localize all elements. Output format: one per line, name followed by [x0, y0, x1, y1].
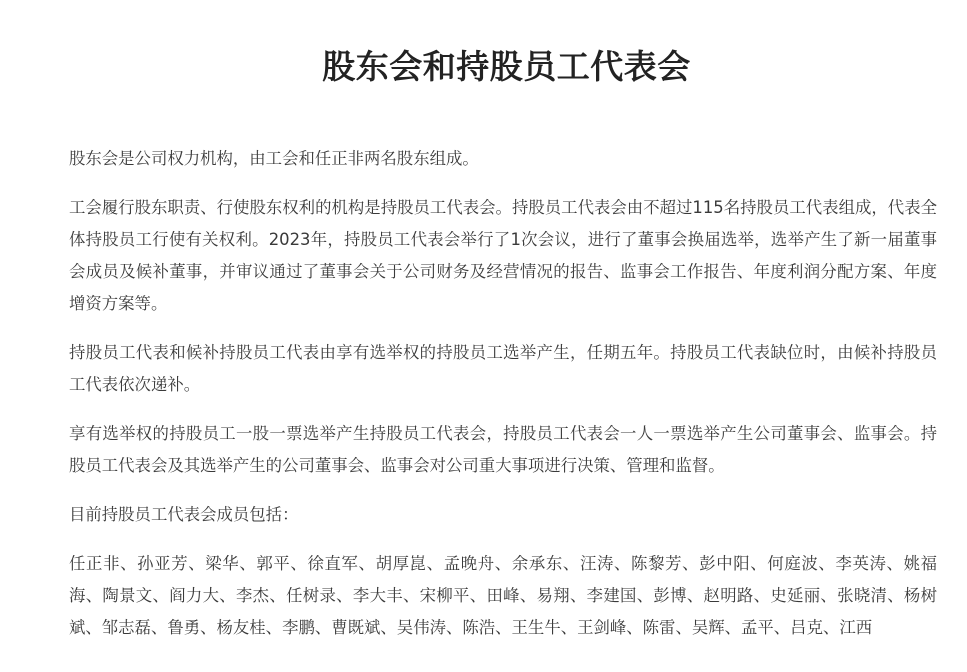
page-title: 股东会和持股员工代表会: [322, 47, 691, 86]
paragraph-shareholders-meeting: 股东会是公司权力机构，由工会和任正非两名股东组成。: [69, 149, 479, 168]
paragraph-representative-election: 持股员工代表和候补持股员工代表由享有选举权的持股员工选举产生，任期五年。持股员工代表缺位时，由候补持股员工代表依次递补。: [69, 343, 937, 394]
paragraph-representatives-commission: 工会履行股东职责、行使股东权利的机构是持股员工代表会。持股员工代表会由不超过115名持股员工代表组成，代表全体持股员工行使有关权利。2023年，持股员工代表会举行了1次会议，进行了董事会换届选举，选举产生了新一届董事会成员及候补董事，并审议通过了董事会关于公司财务及经营情况的报告、监事会工作报告、年度利润分配方案、年度增资方案等。: [69, 198, 937, 313]
paragraph-member-list: 任正非、孙亚芳、梁华、郭平、徐直军、胡厚崑、孟晚舟、余承东、汪涛、陈黎芳、彭中阳、何庭波、李英涛、姚福海、陶景文、阎力大、李杰、任树录、李大丰、宋柳平、田峰、易翔、李建国、彭博、赵明路、史延丽、张晓清、杨树斌、邹志磊、鲁勇、杨友桂、李鹏、曹既斌、吴伟涛、陈浩、王生牛、王剑峰、陈雷、吴辉、孟平、吕克、江西: [69, 554, 937, 637]
paragraph-members-intro: 目前持股员工代表会成员包括：: [69, 505, 299, 524]
article-body: [69, 143, 937, 661]
paragraph-voting-mechanism: 享有选举权的持股员工一股一票选举产生持股员工代表会，持股员工代表会一人一票选举产生公司董事会、监事会。持股员工代表会及其选举产生的公司董事会、监事会对公司重大事项进行决策、管理和监督。: [69, 424, 937, 475]
